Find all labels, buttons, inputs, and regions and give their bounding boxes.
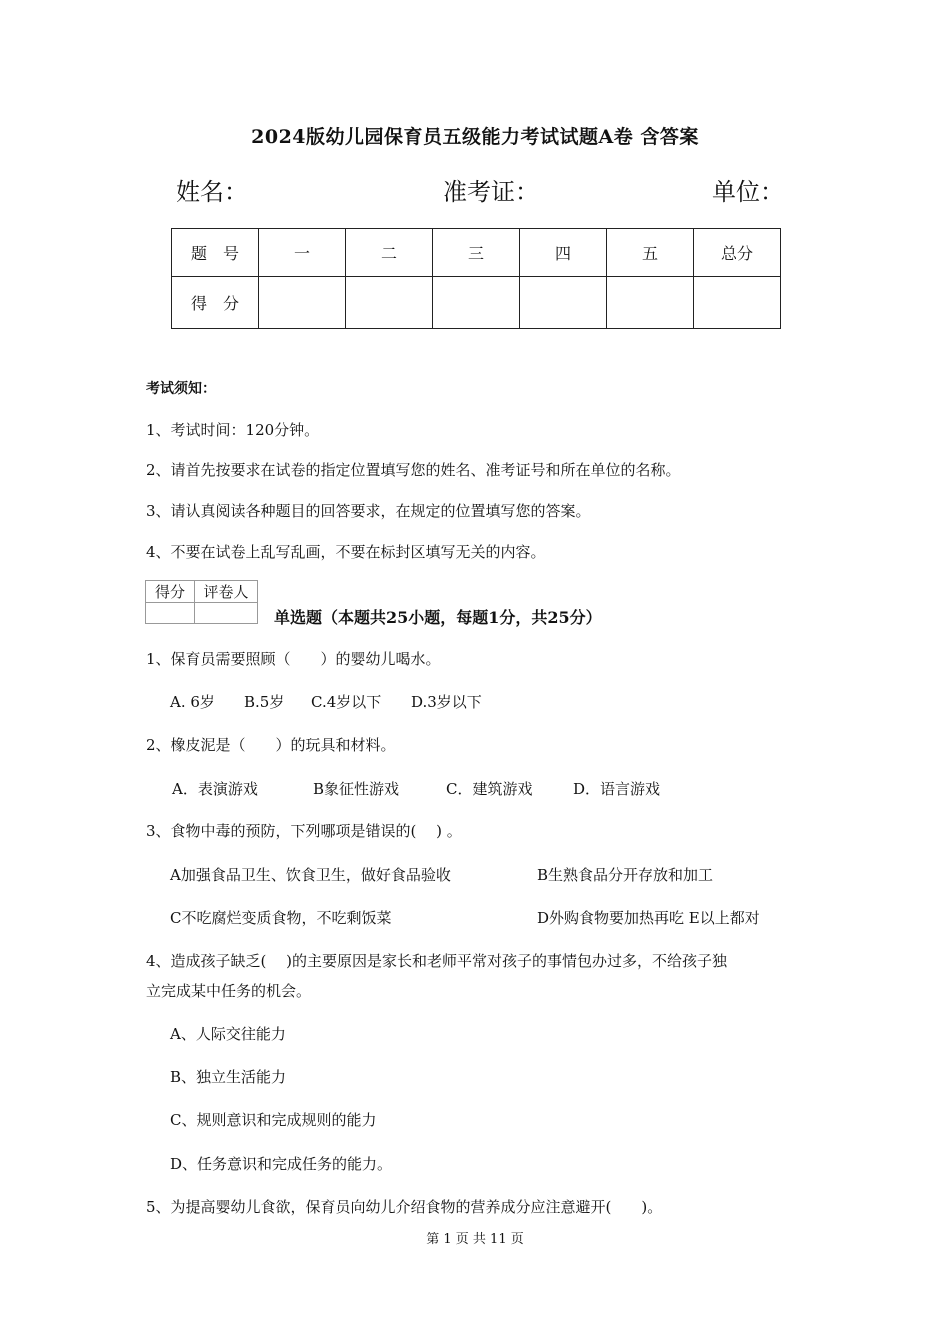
question-1: 1、保育员需要照顾（ ）的婴幼儿喝水。: [146, 650, 441, 668]
score-table-header: 一: [259, 229, 346, 277]
question-4: 4、造成孩子缺乏( )的主要原因是家长和老师平常对孩子的事情包办过多，不给孩子独: [146, 952, 728, 970]
q3-option-b: B生熟食品分开存放和加工: [537, 866, 714, 884]
score-table-header: 二: [346, 229, 433, 277]
q3-option-d: D外购食物要加热再吃 E以上都对: [537, 909, 760, 927]
question-4-continued: 立完成某中任务的机会。: [146, 982, 312, 1000]
q4-option-a: A、人际交往能力: [170, 1025, 286, 1043]
q4-option-d: D、任务意识和完成任务的能力。: [170, 1155, 393, 1173]
score-table-header: 总分: [694, 229, 781, 277]
grader-score-cell[interactable]: [146, 603, 195, 624]
q2-option-b: B象征性游戏: [313, 780, 400, 798]
grader-score-label: 得分: [146, 581, 195, 603]
score-table-header: 题 号: [172, 229, 259, 277]
score-cell[interactable]: [259, 277, 346, 329]
q4-option-c: C、规则意识和完成规则的能力: [170, 1111, 377, 1129]
page-title: 2024版幼儿园保育员五级能力考试试题A卷 含答案: [251, 126, 699, 148]
q2-option-a: A．表演游戏: [172, 780, 258, 798]
notice-item: 3、请认真阅读各种题目的回答要求，在规定的位置填写您的答案。: [146, 502, 591, 520]
q3-option-c: C不吃腐烂变质食物，不吃剩饭菜: [170, 909, 392, 927]
score-table-header: 三: [433, 229, 520, 277]
question-3: 3、食物中毒的预防，下列哪项是错误的( ) 。: [146, 822, 462, 840]
q1-option-d: D.3岁以下: [411, 693, 482, 711]
q1-option-a: A. 6岁: [170, 693, 215, 711]
page-footer: 第 1 页 共 11 页: [426, 1232, 524, 1247]
section-title: 单选题（本题共25小题，每题1分，共25分）: [274, 608, 602, 627]
q3-option-a: A加强食品卫生、饮食卫生，做好食品验收: [170, 866, 451, 884]
q2-option-d: D．语言游戏: [573, 780, 661, 798]
question-2: 2、橡皮泥是（ ）的玩具和材料。: [146, 736, 396, 754]
score-table: [171, 228, 781, 329]
notice-item: 4、不要在试卷上乱写乱画，不要在标封区填写无关的内容。: [146, 543, 546, 561]
score-cell[interactable]: [346, 277, 433, 329]
grader-name-cell[interactable]: [195, 603, 258, 624]
notice-item: 1、考试时间：120分钟。: [146, 421, 320, 439]
score-cell[interactable]: [520, 277, 607, 329]
question-5: 5、为提高婴幼儿食欲，保育员向幼儿介绍食物的营养成分应注意避开( )。: [146, 1198, 663, 1216]
grader-name-label: 评卷人: [195, 581, 258, 603]
notice-item: 2、请首先按要求在试卷的指定位置填写您的姓名、准考证号和所在单位的名称。: [146, 461, 681, 479]
unit-field-label: 单位：: [712, 178, 784, 206]
score-table-header: 四: [520, 229, 607, 277]
q4-option-b: B、独立生活能力: [170, 1068, 287, 1086]
name-field-label: 姓名：: [176, 178, 248, 206]
score-table-header: 五: [607, 229, 694, 277]
score-cell[interactable]: [433, 277, 520, 329]
q1-option-b: B.5岁: [244, 693, 285, 711]
grader-box: [145, 580, 258, 624]
score-row-label: 得 分: [172, 277, 259, 329]
q2-option-c: C．建筑游戏: [446, 780, 533, 798]
exam-id-field-label: 准考证：: [443, 178, 539, 206]
score-cell[interactable]: [694, 277, 781, 329]
score-cell[interactable]: [607, 277, 694, 329]
notice-heading: 考试须知：: [146, 381, 216, 397]
q1-option-c: C.4岁以下: [311, 693, 382, 711]
